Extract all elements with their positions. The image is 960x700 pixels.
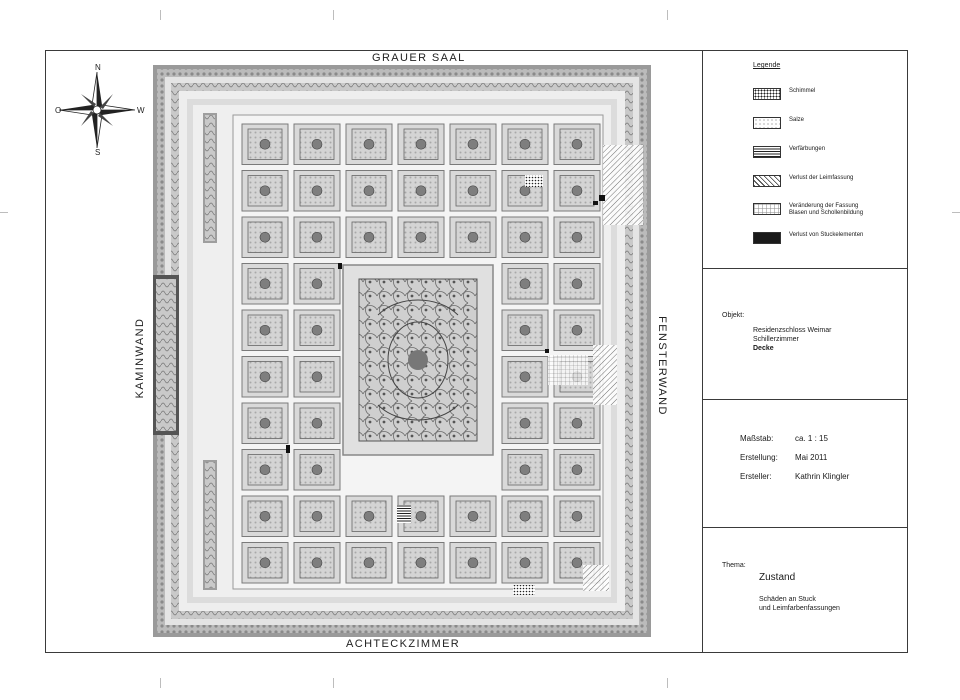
coffer-rosette-icon xyxy=(572,418,582,428)
theme-section xyxy=(702,527,908,528)
wall-label-bottom: ACHTECKZIMMER xyxy=(346,638,461,650)
coffer-rosette-icon xyxy=(260,325,270,335)
coffer-rosette-icon xyxy=(312,372,322,382)
coffer-rosette-icon xyxy=(312,325,322,335)
coffer-rosette-icon xyxy=(520,279,530,289)
legend-swatch-icon xyxy=(753,175,781,187)
coffer-rosette-icon xyxy=(260,279,270,289)
coffer-rosette-icon xyxy=(416,558,426,568)
coffer-rosette-icon xyxy=(520,511,530,521)
crop-mark xyxy=(667,678,668,688)
coffer-rosette-icon xyxy=(416,232,426,242)
wall-label-left: KAMINWAND xyxy=(134,317,146,399)
crop-mark xyxy=(160,678,161,688)
coffer-rosette-icon xyxy=(364,139,374,149)
legend-title: Legende xyxy=(753,62,781,69)
scale-label: Maßstab: xyxy=(740,434,774,443)
coffer-rosette-icon xyxy=(468,558,478,568)
coffer-rosette-icon xyxy=(260,558,270,568)
coffer-rosette-icon xyxy=(520,465,530,475)
compass-w: W xyxy=(137,106,145,115)
ceiling-plan xyxy=(153,65,651,637)
object-heading: Objekt: xyxy=(722,312,745,319)
coffer-rosette-icon xyxy=(364,232,374,242)
crop-mark xyxy=(333,678,334,688)
legend-swatch-icon xyxy=(753,232,781,244)
legend-swatch-icon xyxy=(753,88,781,100)
theme-title: Zustand xyxy=(759,572,796,583)
coffer-rosette-icon xyxy=(416,186,426,196)
coffer-rosette-icon xyxy=(520,372,530,382)
legend-swatch-icon xyxy=(753,117,781,129)
coffer-rosette-icon xyxy=(416,139,426,149)
scale-value: ca. 1 : 15 xyxy=(795,434,828,443)
legend-label: Veränderung der Fassung Blasen und Schollenbildung xyxy=(789,203,864,216)
compass-rose-icon xyxy=(55,62,145,157)
crop-mark xyxy=(333,10,334,20)
legend-label: Verfärbungen xyxy=(789,146,826,152)
crop-mark xyxy=(952,212,960,213)
coffer-rosette-icon xyxy=(260,232,270,242)
crop-mark xyxy=(667,10,668,20)
author-label: Ersteller: xyxy=(740,472,772,481)
meta-section xyxy=(702,399,908,400)
coffer-rosette-icon xyxy=(520,418,530,428)
coffer-rosette-icon xyxy=(312,279,322,289)
coffer-rosette-icon xyxy=(572,325,582,335)
coffer-rosette-icon xyxy=(312,139,322,149)
coffer-rosette-icon xyxy=(312,465,322,475)
coffer-rosette-icon xyxy=(468,186,478,196)
created-value: Mai 2011 xyxy=(795,453,828,462)
created-label: Erstellung: xyxy=(740,453,778,462)
compass-s: S xyxy=(95,148,101,157)
theme-line-2: und Leimfarbenfassungen xyxy=(759,605,840,612)
coffer-rosette-icon xyxy=(260,186,270,196)
coffer-rosette-icon xyxy=(260,418,270,428)
object-line-3: Decke xyxy=(753,345,774,352)
compass-o: O xyxy=(55,106,62,115)
coffer-rosette-icon xyxy=(572,465,582,475)
coffer-rosette-icon xyxy=(572,232,582,242)
author-value: Kathrin Klingler xyxy=(795,472,850,481)
coffer-rosette-icon xyxy=(520,325,530,335)
legend-swatch-icon xyxy=(753,146,781,158)
theme-heading: Thema: xyxy=(722,562,746,569)
coffer-rosette-icon xyxy=(260,372,270,382)
crop-mark xyxy=(0,212,8,213)
coffer-rosette-icon xyxy=(312,511,322,521)
coffer-rosette-icon xyxy=(364,511,374,521)
coffer-rosette-icon xyxy=(364,186,374,196)
coffer-rosette-icon xyxy=(260,139,270,149)
compass-n: N xyxy=(95,63,101,72)
object-section xyxy=(702,268,908,269)
coffer-rosette-icon xyxy=(468,232,478,242)
coffer-rosette-icon xyxy=(520,186,530,196)
theme-line-1: Schäden an Stuck xyxy=(759,596,816,603)
title-block-divider xyxy=(702,50,703,653)
legend-label: Salze xyxy=(789,117,805,123)
coffer-rosette-icon xyxy=(572,279,582,289)
coffer-rosette-icon xyxy=(312,232,322,242)
coffer-rosette-icon xyxy=(572,186,582,196)
coffer-rosette-icon xyxy=(520,558,530,568)
legend-swatch-icon xyxy=(753,203,781,215)
coffer-rosette-icon xyxy=(520,139,530,149)
legend-label: Schimmel xyxy=(789,88,816,94)
coffer-rosette-icon xyxy=(260,465,270,475)
coffer-rosette-icon xyxy=(312,418,322,428)
legend-label: Verlust der Leimfassung xyxy=(789,175,854,181)
coffer-rosette-icon xyxy=(260,511,270,521)
coffer-rosette-icon xyxy=(572,558,582,568)
object-line-1: Residenzschloss Weimar xyxy=(753,327,832,334)
crop-mark xyxy=(160,10,161,20)
coffer-rosette-icon xyxy=(468,511,478,521)
coffer-rosette-icon xyxy=(520,232,530,242)
legend-label: Verlust von Stuckelementen xyxy=(789,232,864,238)
coffer-rosette-icon xyxy=(416,511,426,521)
coffer-rosette-icon xyxy=(572,139,582,149)
coffer-rosette-icon xyxy=(468,139,478,149)
wall-label-top: GRAUER SAAL xyxy=(372,52,466,64)
coffer-rosette-icon xyxy=(572,511,582,521)
object-line-2: Schillerzimmer xyxy=(753,336,799,343)
coffer-rosette-icon xyxy=(312,186,322,196)
coffer-rosette-icon xyxy=(312,558,322,568)
wall-label-right: FENSTERWAND xyxy=(656,316,668,416)
coffer-rosette-icon xyxy=(364,558,374,568)
